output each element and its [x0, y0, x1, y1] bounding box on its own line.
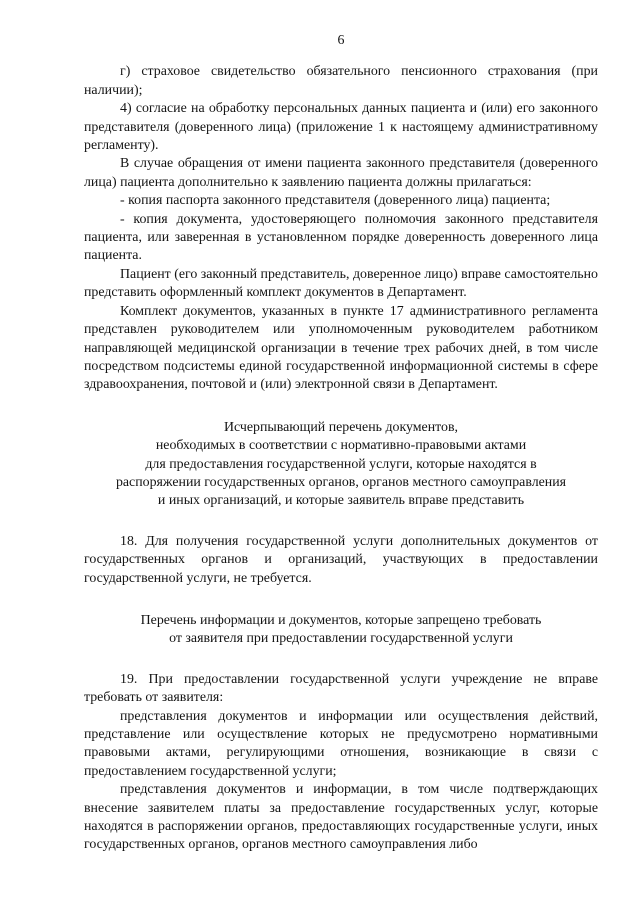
section-heading-exhaustive-list: [84, 419, 598, 511]
paragraph-19: 19. При предоставлении государственной услуги учреждение не вправе требовать от заявителя:: [84, 671, 598, 706]
paragraph-19-item-2: представления документов и информации, в том числе подтверждающих внесение заявителем платы за предоставление государственных услуг, которые находятся в распоряжении органов, предоставляющих государственные услуги, иных государственных органов, органов местного самоуправления либо: [84, 782, 598, 853]
paragraph-patient-right: Пациент (его законный представитель, доверенное лицо) вправе самостоятельно представить оформленный комплект документов в Департамент.: [84, 266, 598, 301]
paragraph-authority-copy: - копия документа, удостоверяющего полномочия законного представителя пациента, или заверенная в установленном порядке доверенность доверенного лица пациента.: [84, 211, 598, 264]
paragraph-item-g: г) страховое свидетельство обязательного пенсионного страхования (при наличии);: [84, 64, 598, 98]
heading-line: и иных организаций, и которые заявитель вправе представить: [157, 493, 525, 509]
heading-line: для предоставления государственной услуги, которые находятся в: [145, 456, 537, 472]
paragraph-passport-copy: - копия паспорта законного представителя (доверенного лица) пациента;: [120, 193, 551, 209]
heading-line: Перечень информации и документов, которые запрещено требовать: [140, 612, 542, 628]
heading-line: необходимых в соответствии с нормативно-правовыми актами: [155, 438, 527, 454]
paragraph-document-set: Комплект документов, указанных в пункте 17 административного регламента представлен руководителем или уполномоченным руководителем работником направляющей медицинской организации в течение трех рабочих дней, в том числе посредством подсистемы единой государственной информационной системы в сфере здравоохранения, почтовой и (или) электронной связи в Департамент.: [84, 303, 598, 393]
section-heading-prohibited-list: [84, 612, 598, 649]
paragraph-19-item-1: представления документов и информации или осуществления действий, представление или осуществление которых не предусмотрено нормативными правовыми актами, регулирующими отношения, возникающие в связи с предоставлением государственной услуги;: [84, 708, 598, 779]
paragraph-representative: В случае обращения от имени пациента законного представителя (доверенного лица) пациента дополнительно к заявлению пациента должны прилагаться:: [84, 156, 598, 190]
heading-line: от заявителя при предоставлении государственной услуги: [169, 631, 513, 647]
paragraph-item-4: 4) согласие на обработку персональных данных пациента и (или) его законного представителя (доверенного лица) (приложение 1 к настоящему административному регламенту).: [84, 101, 598, 154]
heading-line: Исчерпывающий перечень документов,: [223, 419, 459, 435]
heading-line: распоряжении государственных органов, органов местного самоуправления: [115, 474, 567, 490]
paragraph-18: 18. Для получения государственной услуги дополнительных документов от государственных органов и организаций, участвующих в предоставлении государственной услуги, не требуется.: [84, 533, 598, 586]
page-number: 6: [337, 33, 345, 48]
